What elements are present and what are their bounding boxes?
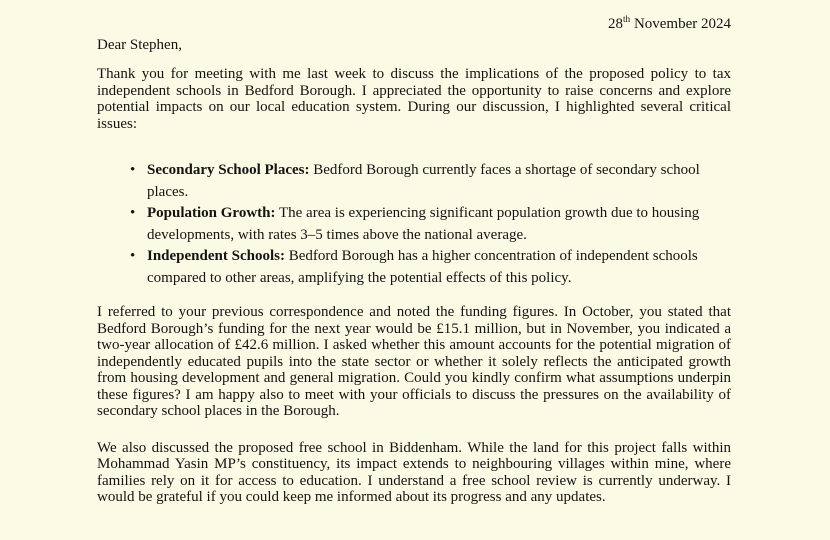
salutation: Dear Stephen, <box>97 37 182 53</box>
list-item-secondary-school-places <box>97 160 731 203</box>
list-item-label: Secondary School Places: <box>147 162 310 178</box>
bullet-icon: • <box>130 205 136 221</box>
critical-issues-list <box>97 160 731 289</box>
date-day: 28 <box>607 16 623 32</box>
list-item-independent-schools <box>97 246 731 289</box>
list-item-population-growth <box>97 203 731 246</box>
date-month-year: November 2024 <box>630 16 731 32</box>
paragraph-free-school: We also discussed the proposed free school in Biddenham. While the land for this project falls within Mohammad Yasin MP’s constituency, its impact extends to neighbouring villages within mine, where families rely on it for access to education. I understand a free school review is currently underway. I would be grateful if you could keep me informed about its progress and any updates. <box>97 439 731 505</box>
letter-date <box>97 14 731 34</box>
list-item-text: Bedford Borough has a higher concentration of independent schools compared to other areas, amplifying the potential effects of this policy. <box>147 248 698 286</box>
bullet-icon: • <box>130 248 136 264</box>
bullet-icon: • <box>130 162 136 178</box>
paragraph-intro: Thank you for meeting with me last week to discuss the implications of the proposed policy to tax independent schools in Bedford Borough. I appreciated the opportunity to raise concerns and explore potential impacts on our local education system. During our discussion, I highlighted several critical issues: <box>97 66 731 132</box>
list-item-text: Bedford Borough currently faces a shortage of secondary school places. <box>147 162 700 200</box>
date-ordinal: th <box>622 15 631 25</box>
list-item-text: The area is experiencing significant population growth due to housing developments, with rates 3–5 times above the national average. <box>147 205 700 243</box>
list-item-label: Population Growth: <box>147 205 276 221</box>
list-item-label: Independent Schools: <box>147 248 285 264</box>
paragraph-funding-figures: I referred to your previous correspondence and noted the funding figures. In October, you stated that Bedford Borough’s funding for the next year would be £15.1 million, but in November, you indicated a two-year allocation of £42.6 million. I asked whether this amount accounts for the potential migration of independently educated pupils into the state sector or whether it solely reflects the anticipated growth from housing development and general migration. Could you kindly confirm what assumptions underpin these figures? I am happy also to meet with your officials to discuss the pressures on the availability of secondary school places in the Borough. <box>97 304 731 419</box>
